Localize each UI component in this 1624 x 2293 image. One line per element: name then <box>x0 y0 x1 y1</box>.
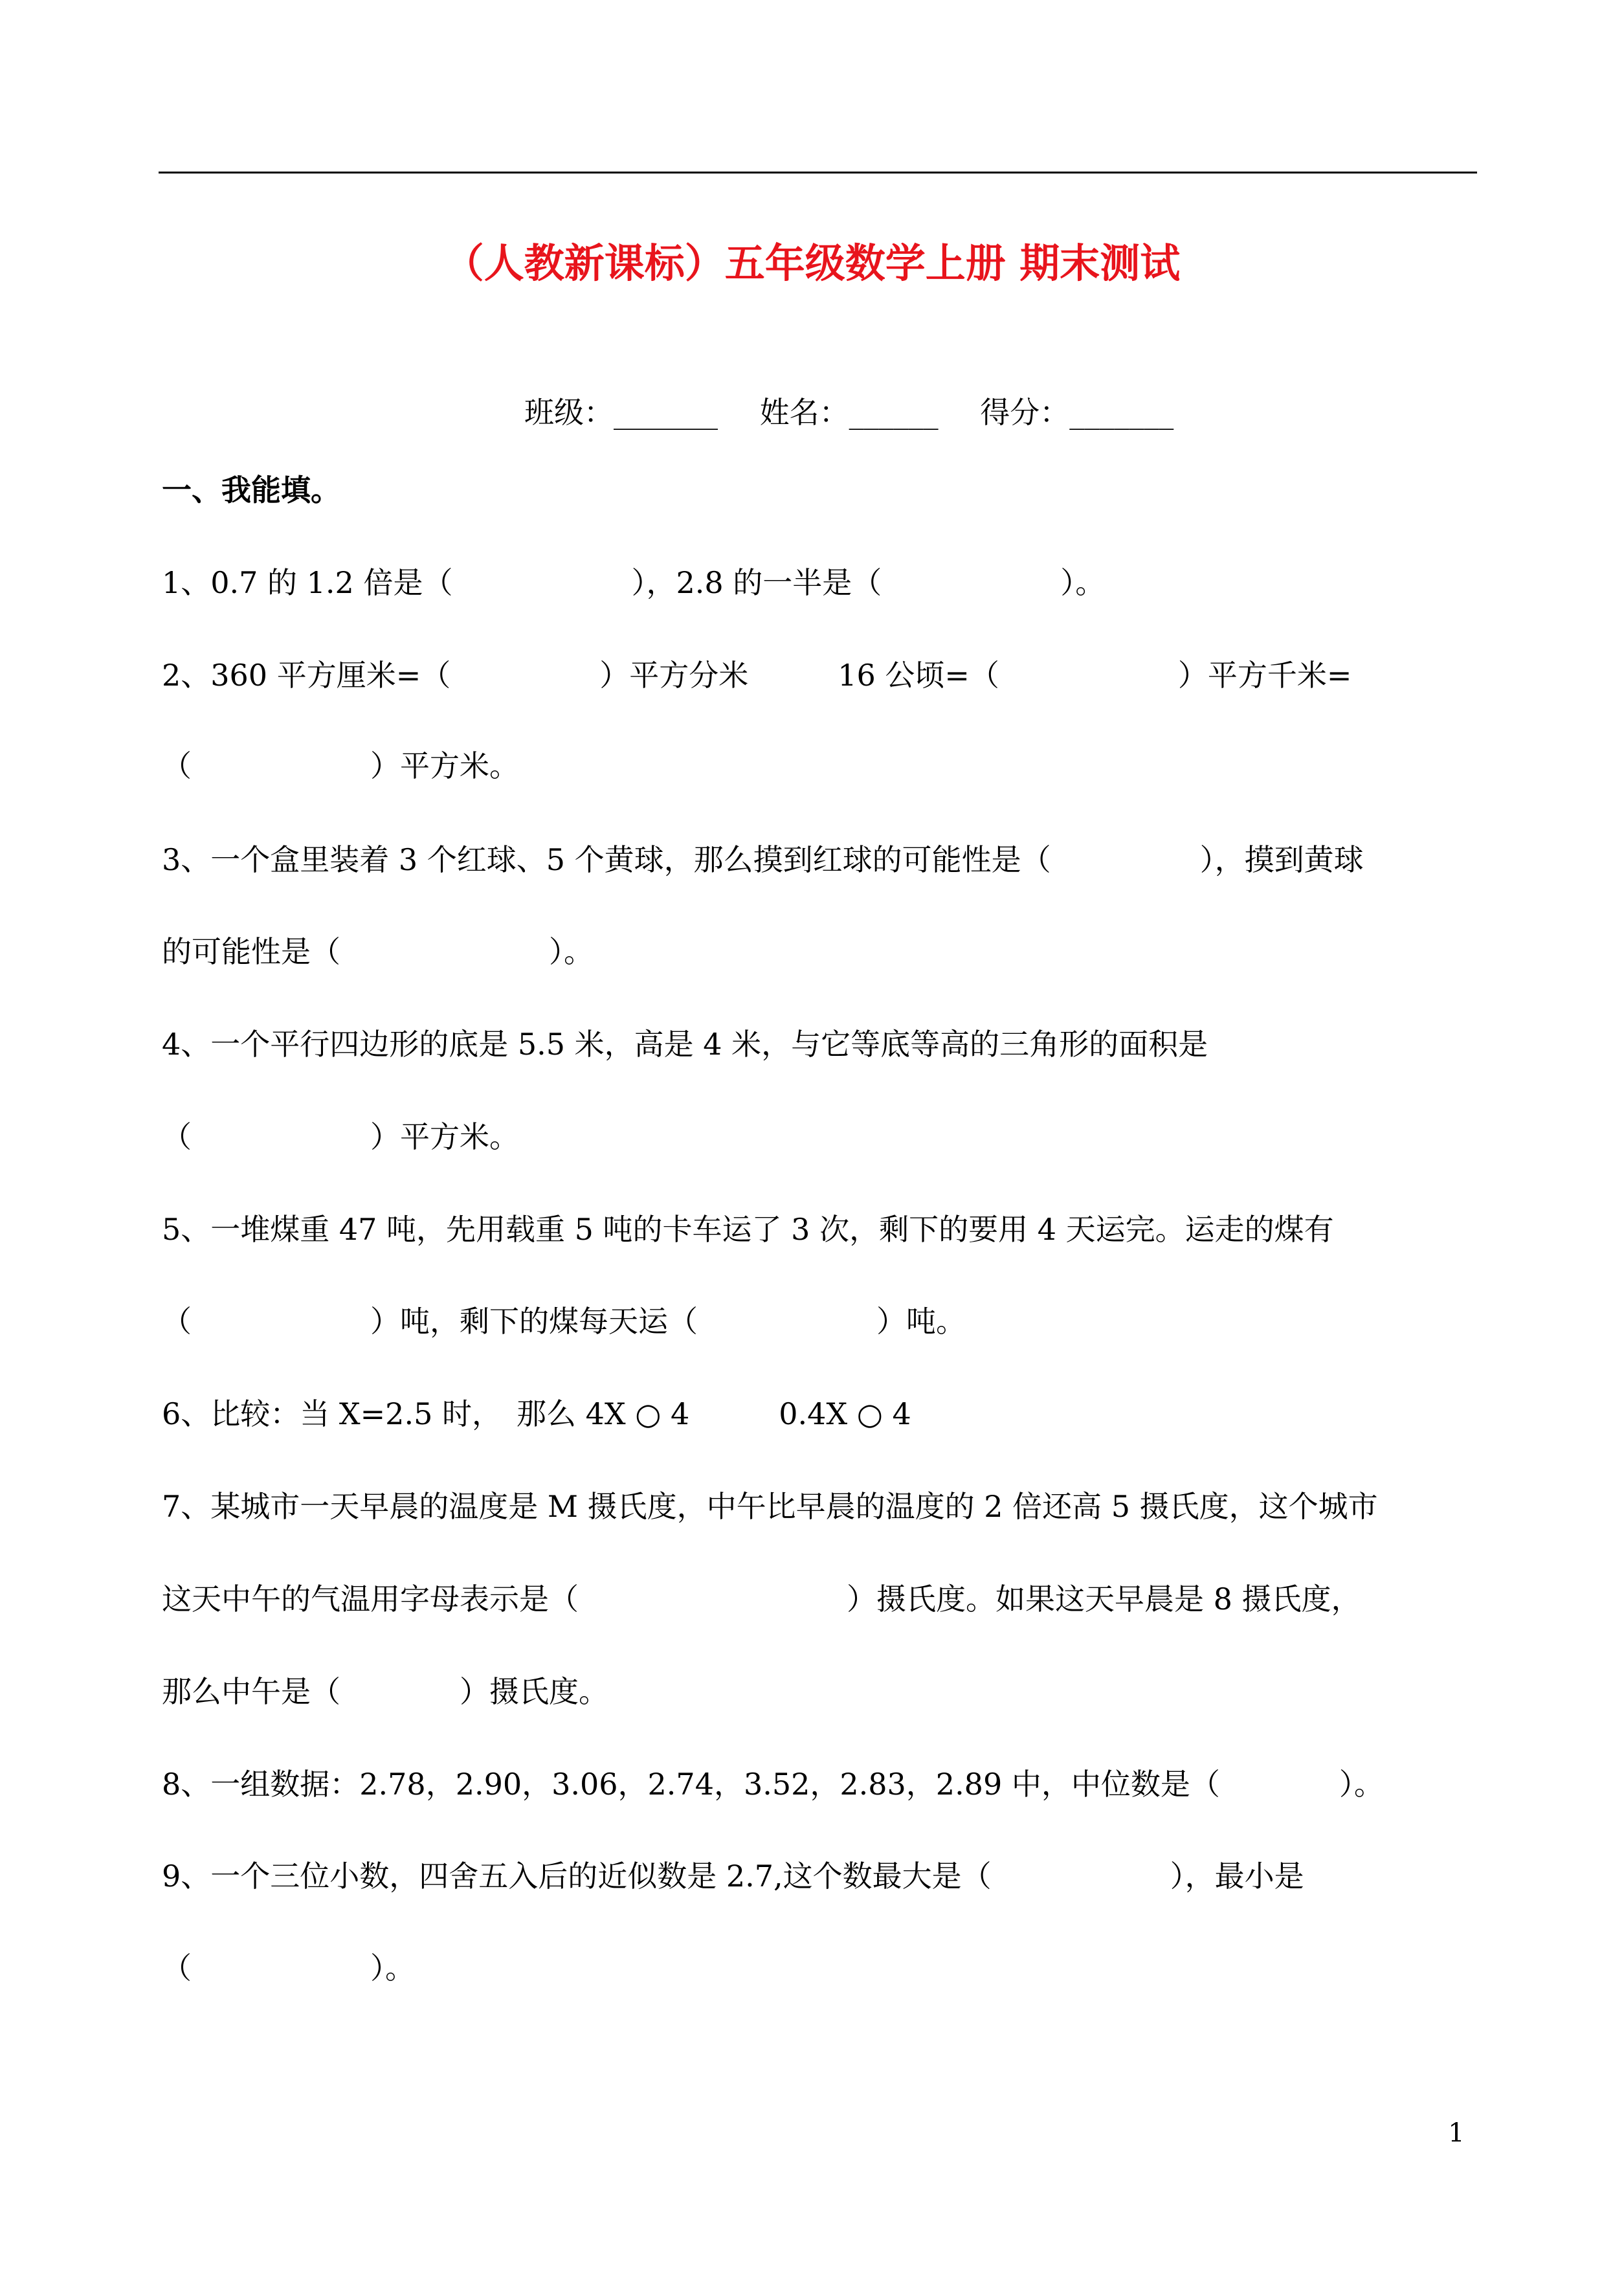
question-7-line-cont-2: 那么中午是（ ）摄氏度。 <box>162 1674 608 1709</box>
question-9-line-cont: （ ）。 <box>162 1951 415 1985</box>
section-heading: 一、我能填。 <box>162 473 340 508</box>
question-6-line: 6、比较：当 X=2.5 时， 那么 4X ○ 4 0.4X ○ 4 <box>162 1396 911 1431</box>
class-field: 班级：_______ <box>524 395 718 430</box>
question-1-line: 1、0.7 的 1.2 倍是（ ），2.8 的一半是（ ）。 <box>162 565 1106 600</box>
question-3-line-cont: 的可能性是（ ）。 <box>162 934 594 969</box>
question-7-line-cont: 这天中午的气温用字母表示是（ ）摄氏度。如果这天早晨是 8 摄氏度， <box>162 1582 1361 1616</box>
name-field: 姓名：______ <box>759 395 939 430</box>
page-title: （人教新课标）五年级数学上册 期末测试 <box>443 240 1181 287</box>
question-5-line-cont: （ ）吨，剩下的煤每天运（ ）吨。 <box>162 1304 966 1339</box>
student-info <box>524 388 1174 437</box>
header-rule <box>159 172 1477 173</box>
question-5-line: 5、一堆煤重 47 吨，先用载重 5 吨的卡车运了 3 次，剩下的要用 4 天运完。运走的煤有 <box>162 1212 1334 1247</box>
question-3-line: 3、一个盒里装着 3 个红球、5 个黄球，那么摸到红球的可能性是（ ），摸到黄球 <box>162 842 1364 877</box>
question-7-line: 7、某城市一天早晨的温度是 M 摄氏度，中午比早晨的温度的 2 倍还高 5 摄氏度，这个城市 <box>162 1489 1378 1524</box>
question-2-line: 2、360 平方厘米=（ ）平方分米 16 公顷=（ ）平方千米= <box>162 658 1352 693</box>
question-9-line: 9、一个三位小数，四舍五入后的近似数是 2.7,这个数最大是（ ），最小是 <box>162 1859 1304 1894</box>
score-field: 得分：_______ <box>980 395 1174 430</box>
question-4-line: 4、一个平行四边形的底是 5.5 米，高是 4 米，与它等底等高的三角形的面积是 <box>162 1027 1208 1062</box>
question-2-line-cont: （ ）平方米。 <box>162 748 519 783</box>
question-8-line: 8、一组数据：2.78，2.90，3.06，2.74，3.52，2.83，2.89 中，中位数是（ ）。 <box>162 1767 1384 1802</box>
page-number: 1 <box>1448 2118 1465 2148</box>
question-4-line-cont: （ ）平方米。 <box>162 1119 519 1154</box>
